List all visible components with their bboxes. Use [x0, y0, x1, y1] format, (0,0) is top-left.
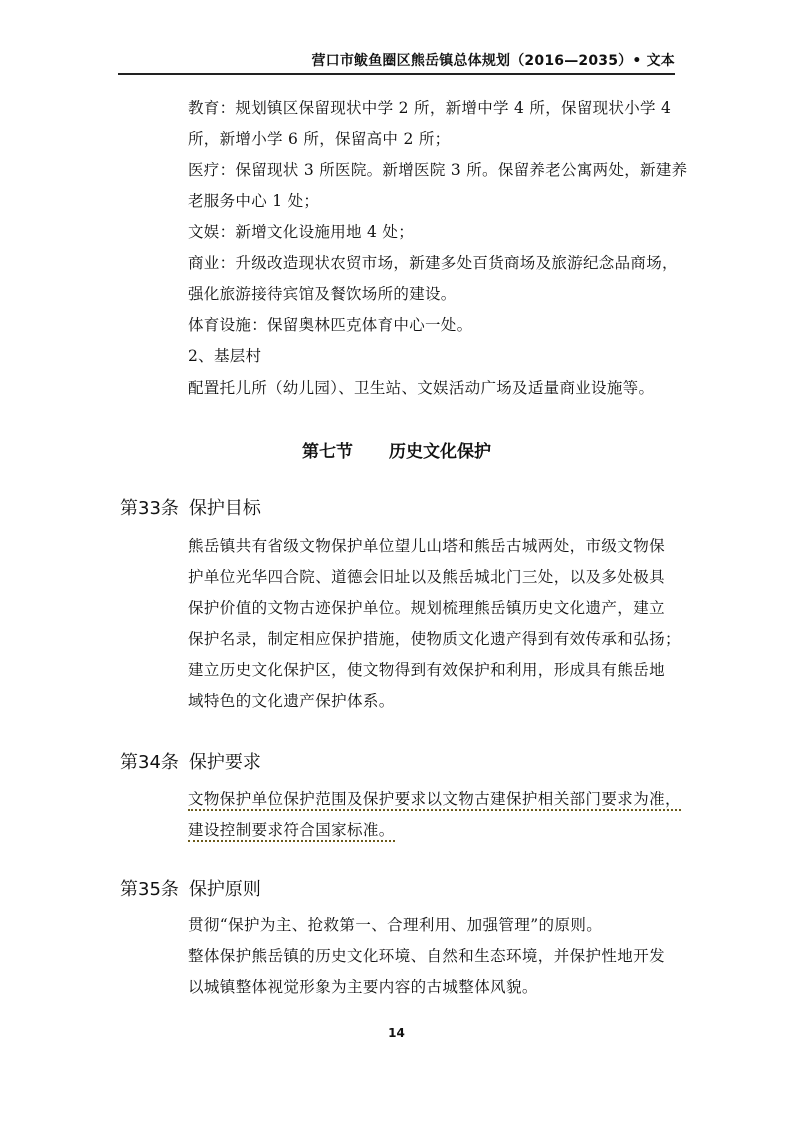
facilities-line: 教育：规划镇区保留现状中学 2 所，新增中学 4 所，保留现状小学 4 [188, 99, 672, 117]
page-number: 14 [388, 1026, 405, 1040]
article-heading [120, 875, 261, 901]
facilities-line: 强化旅游接待宾馆及餐饮场所的建设。 [188, 285, 457, 303]
facilities-line: 配置托儿所（幼儿园）、卫生站、文娱活动广场及适量商业设施等。 [188, 379, 655, 397]
section-title: 历史文化保护 [389, 442, 491, 462]
article-line: 保护价值的文物古迹保护单位。规划梳理熊岳镇历史文化遗产，建立 [188, 599, 666, 617]
article-line [188, 819, 395, 841]
facilities-line: 所，新增小学 6 所，保留高中 2 所； [188, 130, 451, 148]
article-title: 保护目标 [188, 498, 261, 519]
facilities-line: 2、基层村 [188, 347, 262, 365]
article-line: 以城镇整体视觉形象为主要内容的古城整体风貌。 [188, 978, 538, 996]
article-line: 护单位光华四合院、道德会旧址以及熊岳城北门三处，以及多处极具 [188, 568, 666, 586]
facilities-line: 文娱：新增文化设施用地 4 处； [188, 223, 415, 241]
tracked-change-text: 文物保护单位保护范围及保护要求以文物古建保护相关部门要求为准， [188, 790, 681, 811]
tracked-change-text: 建设控制要求符合国家标准。 [188, 821, 395, 842]
article-heading [120, 748, 261, 774]
article-line: 域特色的文化遗产保护体系。 [188, 692, 395, 710]
article-line [188, 788, 681, 810]
article-line: 保护名录，制定相应保护措施，使物质文化遗产得到有效传承和弘扬； [188, 630, 681, 648]
article-title: 保护原则 [188, 879, 261, 900]
facilities-line: 老服务中心 1 处； [188, 192, 320, 210]
article-line: 贯彻“保护为主、抢救第一、合理利用、加强管理”的原则。 [188, 916, 603, 934]
facilities-line: 商业：升级改造现状农贸市场，新建多处百货商场及旅游纪念品商场， [188, 254, 678, 272]
article-number: 第35条 [120, 879, 179, 900]
article-heading [120, 494, 261, 520]
section-heading [0, 437, 793, 462]
article-title: 保护要求 [188, 752, 261, 773]
header-rule [118, 73, 675, 75]
article-line: 整体保护熊岳镇的历史文化环境、自然和生态环境，并保护性地开发 [188, 947, 666, 965]
article-number: 第34条 [120, 752, 179, 773]
section-number: 第七节 [302, 442, 353, 462]
facilities-line: 医疗：保留现状 3 所医院。新增医院 3 所。保留养老公寓两处，新建养 [188, 161, 688, 179]
article-line: 建立历史文化保护区，使文物得到有效保护和利用，形成具有熊岳地 [188, 661, 666, 679]
header-title: 营口市鲅鱼圈区熊岳镇总体规划（2016—2035）• 文本 [311, 53, 675, 69]
facilities-line: 体育设施：保留奥林匹克体育中心一处。 [188, 316, 473, 334]
article-number: 第33条 [120, 498, 179, 519]
article-line: 熊岳镇共有省级文物保护单位望儿山塔和熊岳古城两处，市级文物保 [188, 537, 666, 555]
